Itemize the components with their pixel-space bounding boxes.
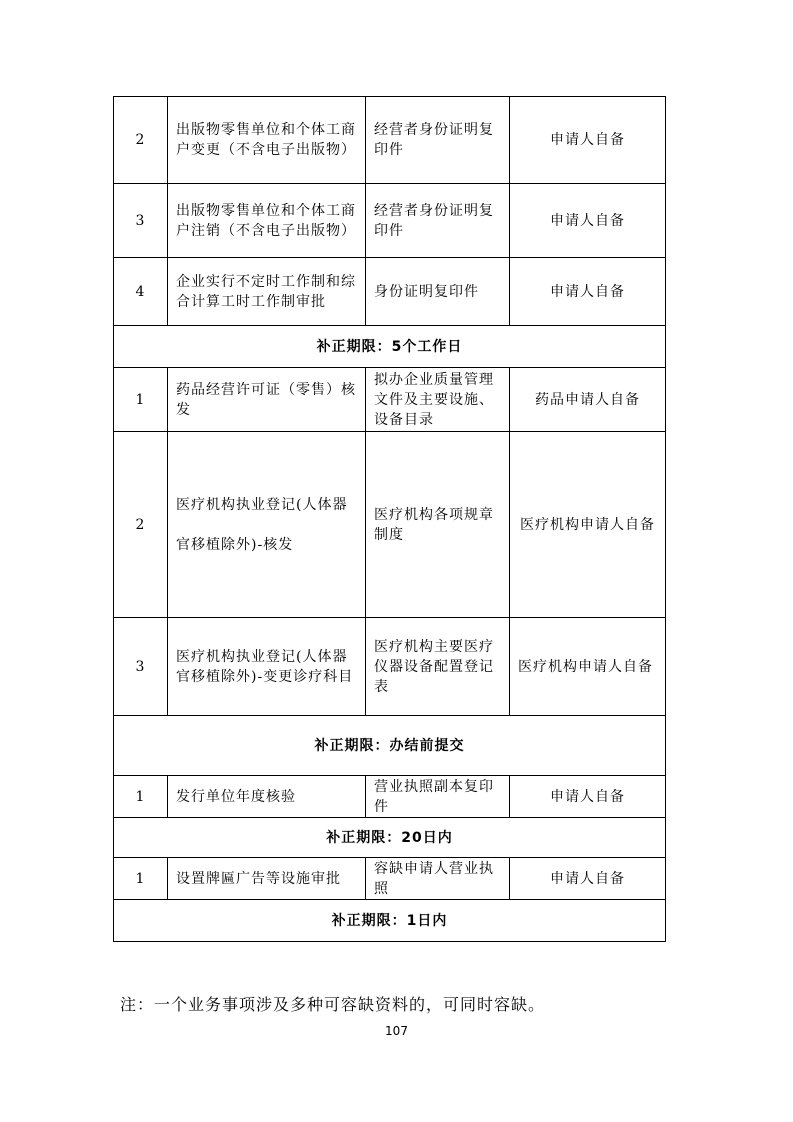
item-name: 药品经营许可证（零售）核发 (168, 368, 366, 432)
section-row (114, 900, 666, 942)
section-heading: 补正期限：办结前提交 (114, 716, 666, 776)
item-name: 医疗机构执业登记(人体器官移植除外)-变更诊疗科目 (168, 618, 366, 716)
item-source: 申请人自备 (510, 258, 666, 326)
row-number: 4 (114, 258, 168, 326)
table-row (114, 776, 666, 818)
item-material: 拟办企业质量管理文件及主要设施、设备目录 (366, 368, 510, 432)
row-number: 1 (114, 776, 168, 818)
item-material: 身份证明复印件 (366, 258, 510, 326)
item-source: 医疗机构申请人自备 (510, 432, 666, 618)
section-heading: 补正期限：20日内 (114, 818, 666, 858)
item-material: 医疗机构各项规章制度 (366, 432, 510, 618)
item-name: 医疗机构执业登记(人体器官移植除外)-核发 (168, 432, 366, 618)
row-number: 2 (114, 432, 168, 618)
section-heading: 补正期限：5个工作日 (114, 326, 666, 368)
section-row (114, 326, 666, 368)
table-row (114, 858, 666, 900)
item-material: 营业执照副本复印件 (366, 776, 510, 818)
table-row (114, 618, 666, 716)
row-number: 1 (114, 368, 168, 432)
section-row (114, 716, 666, 776)
table-row (114, 258, 666, 326)
table-row (114, 368, 666, 432)
item-name: 发行单位年度核验 (168, 776, 366, 818)
item-name: 出版物零售单位和个体工商户变更（不含电子出版物） (168, 97, 366, 184)
row-number: 1 (114, 858, 168, 900)
item-source: 申请人自备 (510, 858, 666, 900)
item-material: 容缺申请人营业执照 (366, 858, 510, 900)
section-row (114, 818, 666, 858)
item-name: 设置牌匾广告等设施审批 (168, 858, 366, 900)
table-row (114, 184, 666, 258)
row-number: 2 (114, 97, 168, 184)
item-name: 企业实行不定时工作制和综合计算工时工作制审批 (168, 258, 366, 326)
item-source: 医疗机构申请人自备 (510, 618, 666, 716)
item-name: 出版物零售单位和个体工商户注销（不含电子出版物） (168, 184, 366, 258)
section-heading: 补正期限：1日内 (114, 900, 666, 942)
document-table (113, 96, 666, 942)
item-source: 申请人自备 (510, 184, 666, 258)
item-source: 申请人自备 (510, 776, 666, 818)
item-material: 经营者身份证明复印件 (366, 184, 510, 258)
row-number: 3 (114, 184, 168, 258)
item-material: 经营者身份证明复印件 (366, 97, 510, 184)
page-number: 107 (385, 1024, 408, 1038)
footnote: 注：一个业务事项涉及多种可容缺资料的，可同时容缺。 (120, 995, 546, 1014)
row-number: 3 (114, 618, 168, 716)
item-source: 申请人自备 (510, 97, 666, 184)
table-row (114, 97, 666, 184)
item-source: 药品申请人自备 (510, 368, 666, 432)
item-material: 医疗机构主要医疗仪器设备配置登记表 (366, 618, 510, 716)
table-row (114, 432, 666, 618)
